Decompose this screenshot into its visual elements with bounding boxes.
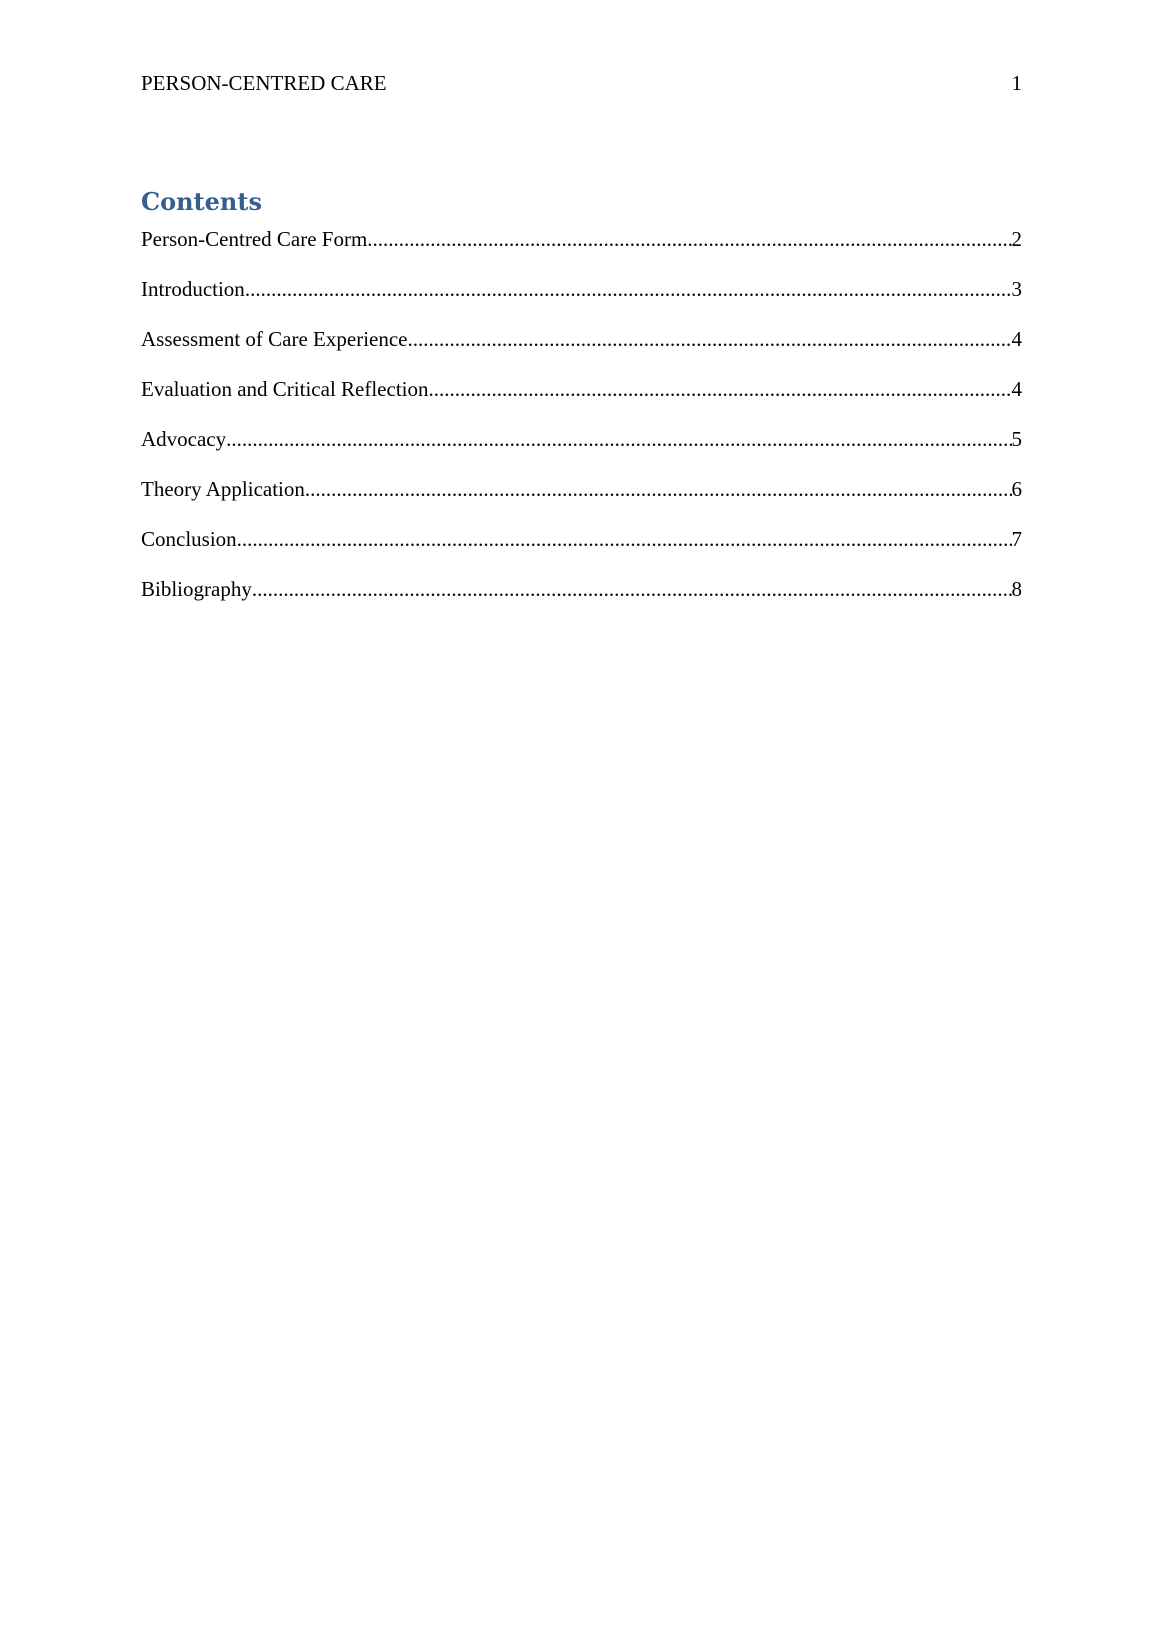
toc-entry-introduction[interactable] [141, 276, 1022, 302]
toc-entry-title: Advocacy [141, 427, 227, 451]
toc-entry-page: 5 [1011, 427, 1022, 451]
page-number: 1 [1011, 71, 1022, 95]
toc-entry-title: Bibliography [141, 577, 252, 601]
toc-dot-leader [408, 326, 1012, 352]
table-of-contents [141, 226, 1022, 626]
toc-entry-page: 7 [1011, 527, 1022, 551]
toc-dot-leader [305, 476, 1012, 502]
toc-entry-theory-application[interactable] [141, 476, 1022, 502]
toc-entry-page: 2 [1011, 227, 1022, 251]
toc-entry-evaluation-and-critical-reflection[interactable] [141, 376, 1022, 402]
toc-dot-leader [252, 576, 1012, 602]
toc-heading: Contents [141, 187, 262, 216]
toc-entry-advocacy[interactable] [141, 426, 1022, 452]
toc-dot-leader [429, 376, 1012, 402]
toc-entry-bibliography[interactable] [141, 576, 1022, 602]
toc-entry-page: 6 [1011, 477, 1022, 501]
toc-entry-title: Evaluation and Critical Reflection [141, 377, 429, 401]
running-head: PERSON-CENTRED CARE [141, 71, 387, 95]
toc-entry-page: 4 [1011, 327, 1022, 351]
toc-entry-title: Assessment of Care Experience [141, 327, 408, 351]
toc-dot-leader [226, 426, 1011, 452]
toc-entry-title: Person-Centred Care Form [141, 227, 368, 251]
page-header [141, 70, 1022, 96]
toc-entry-title: Introduction [141, 277, 245, 301]
toc-dot-leader [237, 526, 1012, 552]
toc-entry-page: 8 [1011, 577, 1022, 601]
toc-entry-assessment-of-care-experience[interactable] [141, 326, 1022, 352]
toc-entry-page: 3 [1011, 277, 1022, 301]
toc-entry-conclusion[interactable] [141, 526, 1022, 552]
toc-entry-title: Theory Application [141, 477, 305, 501]
toc-dot-leader [367, 226, 1011, 252]
toc-entry-page: 4 [1011, 377, 1022, 401]
toc-entry-title: Conclusion [141, 527, 237, 551]
toc-entry-person-centred-care-form[interactable] [141, 226, 1022, 252]
toc-dot-leader [245, 276, 1012, 302]
